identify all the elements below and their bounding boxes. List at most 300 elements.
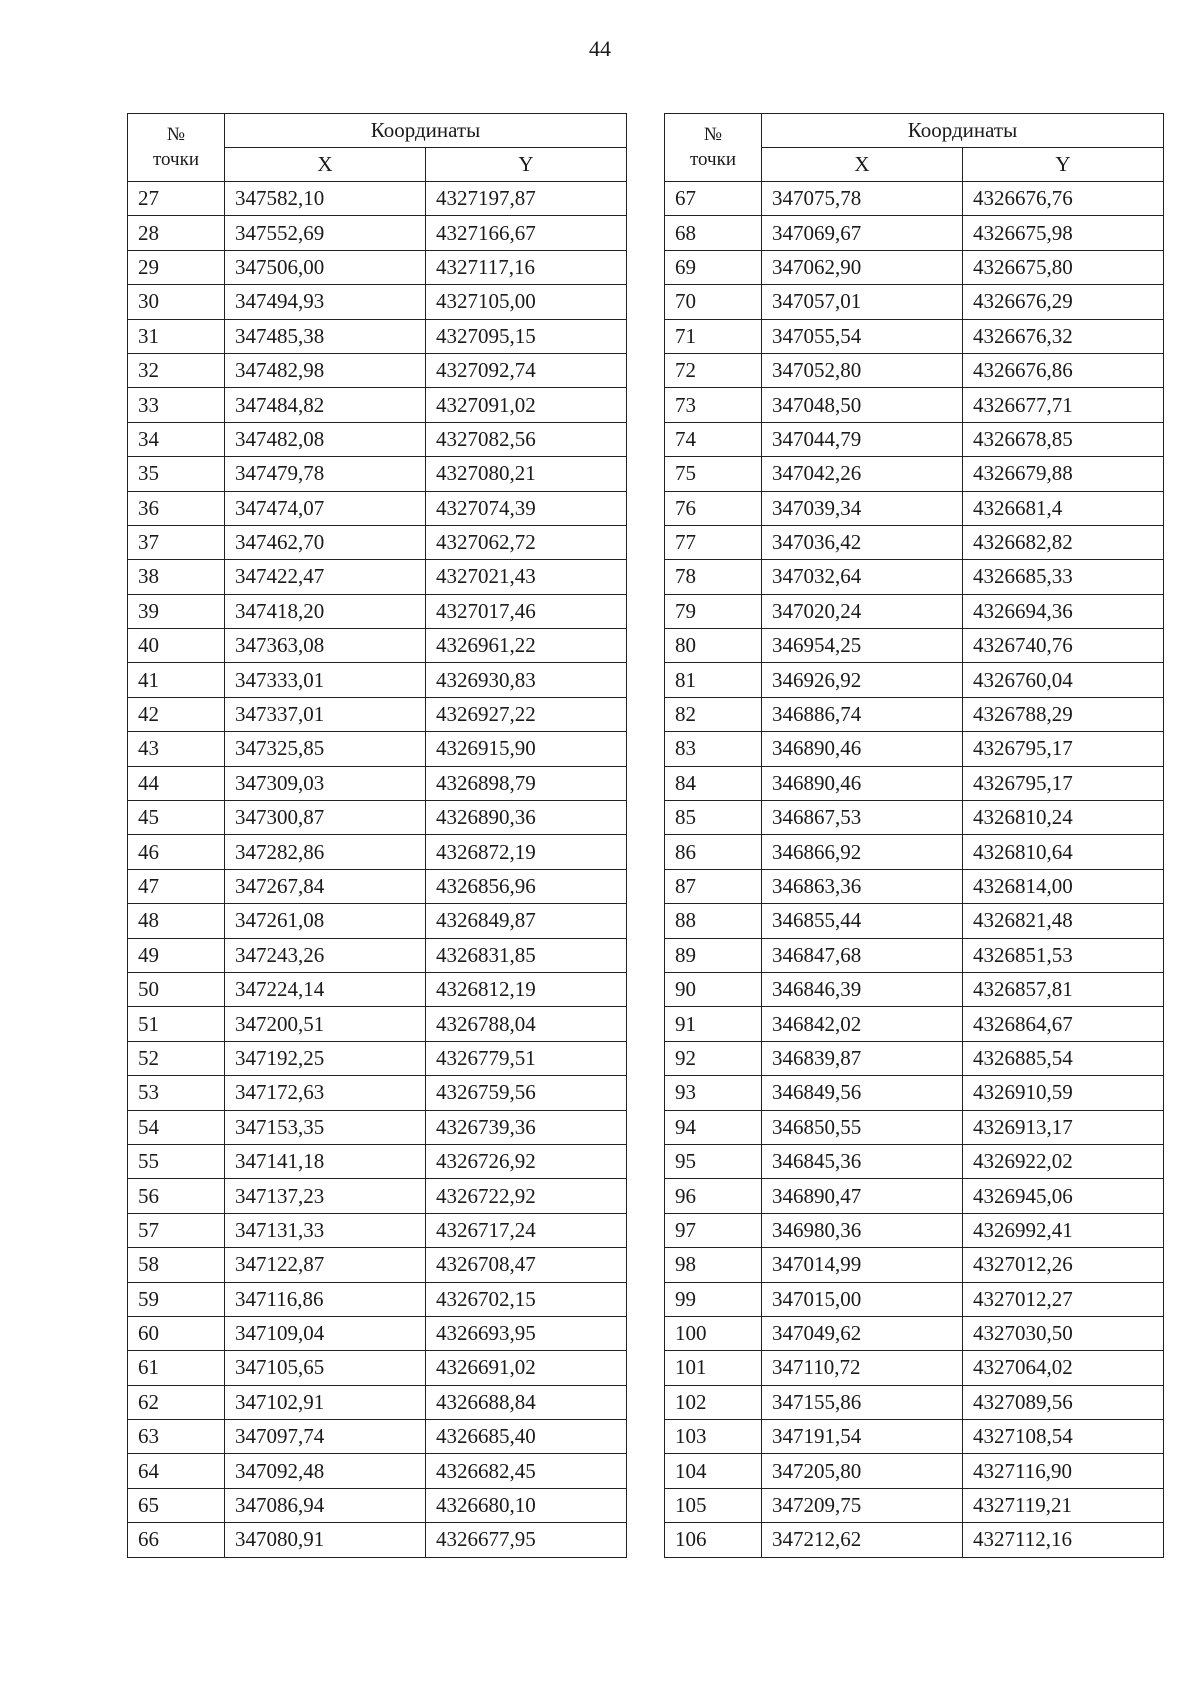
point-number-cell: 53 xyxy=(128,1076,225,1110)
y-column-header: Y xyxy=(963,148,1164,182)
point-number-cell: 42 xyxy=(128,697,225,731)
x-coordinate-cell: 347048,50 xyxy=(762,388,963,422)
y-coordinate-cell: 4326681,4 xyxy=(963,491,1164,525)
x-coordinate-cell: 346863,36 xyxy=(762,869,963,903)
point-number-cell: 28 xyxy=(128,216,225,250)
point-number-cell: 93 xyxy=(665,1076,762,1110)
table-row xyxy=(665,869,1164,903)
table-row xyxy=(665,1007,1164,1041)
x-coordinate-cell: 347109,04 xyxy=(225,1316,426,1350)
point-number-cell: 71 xyxy=(665,319,762,353)
point-number-cell: 66 xyxy=(128,1523,225,1557)
y-coordinate-cell: 4326676,76 xyxy=(963,182,1164,216)
point-number-label: точки xyxy=(689,148,736,170)
table-row xyxy=(665,904,1164,938)
point-number-cell: 60 xyxy=(128,1316,225,1350)
y-coordinate-cell: 4327062,72 xyxy=(426,525,627,559)
y-coordinate-cell: 4326685,40 xyxy=(426,1420,627,1454)
point-number-cell: 67 xyxy=(665,182,762,216)
x-coordinate-cell: 347191,54 xyxy=(762,1420,963,1454)
x-coordinate-cell: 347482,08 xyxy=(225,422,426,456)
point-number-cell: 99 xyxy=(665,1282,762,1316)
x-coordinate-cell: 347055,54 xyxy=(762,319,963,353)
x-coordinate-cell: 347363,08 xyxy=(225,629,426,663)
x-coordinate-cell: 346890,46 xyxy=(762,732,963,766)
x-coordinate-cell: 347309,03 xyxy=(225,766,426,800)
y-coordinate-cell: 4326930,83 xyxy=(426,663,627,697)
point-number-cell: 103 xyxy=(665,1420,762,1454)
table-row xyxy=(128,1179,627,1213)
x-coordinate-cell: 347224,14 xyxy=(225,972,426,1006)
x-coordinate-cell: 346954,25 xyxy=(762,629,963,663)
table-row xyxy=(665,594,1164,628)
table-row xyxy=(665,1179,1164,1213)
point-number-cell: 63 xyxy=(128,1420,225,1454)
x-coordinate-cell: 347141,18 xyxy=(225,1144,426,1178)
x-coordinate-cell: 347300,87 xyxy=(225,801,426,835)
table-row xyxy=(665,629,1164,663)
point-number-cell: 100 xyxy=(665,1316,762,1350)
point-number-header xyxy=(128,114,225,182)
x-coordinate-cell: 347333,01 xyxy=(225,663,426,697)
table-row xyxy=(128,250,627,284)
y-coordinate-cell: 4326717,24 xyxy=(426,1213,627,1247)
table-row xyxy=(128,732,627,766)
table-row xyxy=(665,1351,1164,1385)
table-row xyxy=(665,182,1164,216)
point-number-cell: 79 xyxy=(665,594,762,628)
x-coordinate-cell: 347075,78 xyxy=(762,182,963,216)
x-coordinate-cell: 347267,84 xyxy=(225,869,426,903)
x-coordinate-cell: 347057,01 xyxy=(762,285,963,319)
y-coordinate-cell: 4327091,02 xyxy=(426,388,627,422)
table-row xyxy=(665,1248,1164,1282)
table-row xyxy=(665,972,1164,1006)
x-coordinate-cell: 347080,91 xyxy=(225,1523,426,1557)
point-number-cell: 61 xyxy=(128,1351,225,1385)
point-number-cell: 81 xyxy=(665,663,762,697)
x-coordinate-cell: 347049,62 xyxy=(762,1316,963,1350)
x-column-header: X xyxy=(225,148,426,182)
y-coordinate-cell: 4326678,85 xyxy=(963,422,1164,456)
table-row xyxy=(665,801,1164,835)
y-coordinate-cell: 4326849,87 xyxy=(426,904,627,938)
table-row xyxy=(128,1454,627,1488)
point-number-cell: 92 xyxy=(665,1041,762,1075)
x-coordinate-cell: 347337,01 xyxy=(225,697,426,731)
table-row xyxy=(128,1110,627,1144)
x-coordinate-cell: 347482,98 xyxy=(225,353,426,387)
x-coordinate-cell: 347418,20 xyxy=(225,594,426,628)
y-coordinate-cell: 4326779,51 xyxy=(426,1041,627,1075)
x-coordinate-cell: 346926,92 xyxy=(762,663,963,697)
x-coordinate-cell: 347062,90 xyxy=(762,250,963,284)
y-coordinate-cell: 4326872,19 xyxy=(426,835,627,869)
point-number-cell: 49 xyxy=(128,938,225,972)
table-row xyxy=(665,697,1164,731)
table-row xyxy=(665,1454,1164,1488)
table-row xyxy=(128,1041,627,1075)
table-row xyxy=(665,491,1164,525)
coordinates-body-right xyxy=(665,182,1164,1558)
y-coordinate-cell: 4326992,41 xyxy=(963,1213,1164,1247)
point-number-cell: 86 xyxy=(665,835,762,869)
table-row xyxy=(128,525,627,559)
x-coordinate-cell: 347039,34 xyxy=(762,491,963,525)
table-row xyxy=(128,697,627,731)
point-number-cell: 34 xyxy=(128,422,225,456)
table-row xyxy=(665,1041,1164,1075)
point-number-cell: 102 xyxy=(665,1385,762,1419)
point-number-cell: 88 xyxy=(665,904,762,938)
point-number-cell: 96 xyxy=(665,1179,762,1213)
point-number-header xyxy=(665,114,762,182)
table-row xyxy=(665,663,1164,697)
table-row xyxy=(665,1316,1164,1350)
y-coordinate-cell: 4326810,64 xyxy=(963,835,1164,869)
y-coordinate-cell: 4326691,02 xyxy=(426,1351,627,1385)
x-coordinate-cell: 347110,72 xyxy=(762,1351,963,1385)
table-row xyxy=(128,835,627,869)
point-number-cell: 94 xyxy=(665,1110,762,1144)
x-coordinate-cell: 346849,56 xyxy=(762,1076,963,1110)
point-number-cell: 83 xyxy=(665,732,762,766)
y-coordinate-cell: 4326682,45 xyxy=(426,1454,627,1488)
y-coordinate-cell: 4326915,90 xyxy=(426,732,627,766)
y-coordinate-cell: 4327112,16 xyxy=(963,1523,1164,1557)
y-coordinate-cell: 4326676,29 xyxy=(963,285,1164,319)
y-coordinate-cell: 4326675,98 xyxy=(963,216,1164,250)
point-number-cell: 59 xyxy=(128,1282,225,1316)
table-row xyxy=(128,1144,627,1178)
y-coordinate-cell: 4327017,46 xyxy=(426,594,627,628)
table-row xyxy=(665,1488,1164,1522)
table-row xyxy=(128,663,627,697)
table-row xyxy=(128,1488,627,1522)
x-coordinate-cell: 347209,75 xyxy=(762,1488,963,1522)
x-coordinate-cell: 347582,10 xyxy=(225,182,426,216)
y-coordinate-cell: 4326693,95 xyxy=(426,1316,627,1350)
point-number-cell: 38 xyxy=(128,560,225,594)
point-number-symbol: № xyxy=(166,123,186,145)
point-number-cell: 30 xyxy=(128,285,225,319)
point-number-cell: 48 xyxy=(128,904,225,938)
point-number-cell: 77 xyxy=(665,525,762,559)
point-number-cell: 35 xyxy=(128,457,225,491)
x-coordinate-cell: 347137,23 xyxy=(225,1179,426,1213)
x-coordinate-cell: 347122,87 xyxy=(225,1248,426,1282)
table-row xyxy=(665,1282,1164,1316)
point-number-cell: 95 xyxy=(665,1144,762,1178)
table-row xyxy=(665,285,1164,319)
point-number-cell: 43 xyxy=(128,732,225,766)
point-number-symbol: № xyxy=(703,123,723,145)
x-coordinate-cell: 347484,82 xyxy=(225,388,426,422)
coordinates-header: Координаты xyxy=(225,114,627,148)
table-row xyxy=(665,1523,1164,1557)
y-coordinate-cell: 4327108,54 xyxy=(963,1420,1164,1454)
table-row xyxy=(128,319,627,353)
table-row xyxy=(665,422,1164,456)
point-number-cell: 47 xyxy=(128,869,225,903)
y-coordinate-cell: 4326795,17 xyxy=(963,766,1164,800)
x-coordinate-cell: 347036,42 xyxy=(762,525,963,559)
x-coordinate-cell: 347422,47 xyxy=(225,560,426,594)
point-number-cell: 97 xyxy=(665,1213,762,1247)
y-coordinate-cell: 4326961,22 xyxy=(426,629,627,663)
y-coordinate-cell: 4326885,54 xyxy=(963,1041,1164,1075)
table-row xyxy=(128,1248,627,1282)
table-row xyxy=(128,457,627,491)
point-number-cell: 84 xyxy=(665,766,762,800)
y-coordinate-cell: 4327074,39 xyxy=(426,491,627,525)
x-coordinate-cell: 347015,00 xyxy=(762,1282,963,1316)
point-number-cell: 51 xyxy=(128,1007,225,1041)
point-number-cell: 46 xyxy=(128,835,225,869)
table-row xyxy=(665,1144,1164,1178)
x-coordinate-cell: 347172,63 xyxy=(225,1076,426,1110)
point-number-cell: 62 xyxy=(128,1385,225,1419)
y-coordinate-cell: 4327117,16 xyxy=(426,250,627,284)
x-coordinate-cell: 347086,94 xyxy=(225,1488,426,1522)
y-coordinate-cell: 4326913,17 xyxy=(963,1110,1164,1144)
y-coordinate-cell: 4326788,04 xyxy=(426,1007,627,1041)
table-row xyxy=(128,1076,627,1110)
x-coordinate-cell: 347200,51 xyxy=(225,1007,426,1041)
table-row xyxy=(128,1420,627,1454)
point-number-cell: 69 xyxy=(665,250,762,284)
x-coordinate-cell: 347494,93 xyxy=(225,285,426,319)
table-row xyxy=(128,594,627,628)
x-coordinate-cell: 347261,08 xyxy=(225,904,426,938)
y-coordinate-cell: 4327119,21 xyxy=(963,1488,1164,1522)
x-coordinate-cell: 346846,39 xyxy=(762,972,963,1006)
y-coordinate-cell: 4326722,92 xyxy=(426,1179,627,1213)
point-number-cell: 68 xyxy=(665,216,762,250)
coordinates-table-right xyxy=(664,113,1164,1558)
table-row xyxy=(128,801,627,835)
x-coordinate-cell: 346850,55 xyxy=(762,1110,963,1144)
x-coordinate-cell: 347462,70 xyxy=(225,525,426,559)
y-coordinate-cell: 4327082,56 xyxy=(426,422,627,456)
x-coordinate-cell: 347205,80 xyxy=(762,1454,963,1488)
x-coordinate-cell: 347020,24 xyxy=(762,594,963,628)
point-number-cell: 104 xyxy=(665,1454,762,1488)
y-coordinate-cell: 4327092,74 xyxy=(426,353,627,387)
y-coordinate-cell: 4326795,17 xyxy=(963,732,1164,766)
point-number-cell: 89 xyxy=(665,938,762,972)
table-row xyxy=(665,353,1164,387)
y-coordinate-cell: 4327166,67 xyxy=(426,216,627,250)
point-number-cell: 56 xyxy=(128,1179,225,1213)
point-number-cell: 78 xyxy=(665,560,762,594)
point-number-cell: 82 xyxy=(665,697,762,731)
y-coordinate-cell: 4326851,53 xyxy=(963,938,1164,972)
x-coordinate-cell: 347212,62 xyxy=(762,1523,963,1557)
point-number-cell: 106 xyxy=(665,1523,762,1557)
x-coordinate-cell: 346855,44 xyxy=(762,904,963,938)
y-coordinate-cell: 4327030,50 xyxy=(963,1316,1164,1350)
y-coordinate-cell: 4327080,21 xyxy=(426,457,627,491)
point-number-cell: 33 xyxy=(128,388,225,422)
y-coordinate-cell: 4326676,86 xyxy=(963,353,1164,387)
x-column-header: X xyxy=(762,148,963,182)
x-coordinate-cell: 347479,78 xyxy=(225,457,426,491)
table-row xyxy=(665,1076,1164,1110)
table-row xyxy=(128,1523,627,1557)
point-number-cell: 75 xyxy=(665,457,762,491)
point-number-cell: 31 xyxy=(128,319,225,353)
table-row xyxy=(665,1420,1164,1454)
x-coordinate-cell: 347052,80 xyxy=(762,353,963,387)
point-number-cell: 76 xyxy=(665,491,762,525)
point-number-cell: 57 xyxy=(128,1213,225,1247)
point-number-cell: 44 xyxy=(128,766,225,800)
point-number-cell: 50 xyxy=(128,972,225,1006)
y-coordinate-cell: 4326910,59 xyxy=(963,1076,1164,1110)
y-coordinate-cell: 4327012,27 xyxy=(963,1282,1164,1316)
table-row xyxy=(665,938,1164,972)
y-coordinate-cell: 4326688,84 xyxy=(426,1385,627,1419)
y-coordinate-cell: 4326810,24 xyxy=(963,801,1164,835)
table-row xyxy=(665,388,1164,422)
y-coordinate-cell: 4326890,36 xyxy=(426,801,627,835)
y-coordinate-cell: 4326857,81 xyxy=(963,972,1164,1006)
point-number-cell: 98 xyxy=(665,1248,762,1282)
y-coordinate-cell: 4326685,33 xyxy=(963,560,1164,594)
point-number-cell: 39 xyxy=(128,594,225,628)
point-number-label: точки xyxy=(152,148,199,170)
x-coordinate-cell: 347032,64 xyxy=(762,560,963,594)
table-row xyxy=(665,525,1164,559)
x-coordinate-cell: 347102,91 xyxy=(225,1385,426,1419)
y-coordinate-cell: 4326831,85 xyxy=(426,938,627,972)
x-coordinate-cell: 347474,07 xyxy=(225,491,426,525)
x-coordinate-cell: 346839,87 xyxy=(762,1041,963,1075)
y-coordinate-cell: 4326675,80 xyxy=(963,250,1164,284)
x-coordinate-cell: 347243,26 xyxy=(225,938,426,972)
table-row xyxy=(128,285,627,319)
coordinates-header: Координаты xyxy=(762,114,1164,148)
table-row xyxy=(665,835,1164,869)
point-number-cell: 91 xyxy=(665,1007,762,1041)
point-number-cell: 41 xyxy=(128,663,225,697)
point-number-cell: 58 xyxy=(128,1248,225,1282)
y-coordinate-cell: 4326740,76 xyxy=(963,629,1164,663)
x-coordinate-cell: 346845,36 xyxy=(762,1144,963,1178)
point-number-cell: 65 xyxy=(128,1488,225,1522)
y-coordinate-cell: 4327012,26 xyxy=(963,1248,1164,1282)
x-coordinate-cell: 347325,85 xyxy=(225,732,426,766)
point-number-cell: 37 xyxy=(128,525,225,559)
y-coordinate-cell: 4326760,04 xyxy=(963,663,1164,697)
x-coordinate-cell: 347282,86 xyxy=(225,835,426,869)
y-coordinate-cell: 4327116,90 xyxy=(963,1454,1164,1488)
point-number-cell: 101 xyxy=(665,1351,762,1385)
x-coordinate-cell: 347044,79 xyxy=(762,422,963,456)
table-row xyxy=(128,766,627,800)
y-coordinate-cell: 4327021,43 xyxy=(426,560,627,594)
point-number-cell: 105 xyxy=(665,1488,762,1522)
y-coordinate-cell: 4326694,36 xyxy=(963,594,1164,628)
point-number-cell: 85 xyxy=(665,801,762,835)
y-coordinate-cell: 4326708,47 xyxy=(426,1248,627,1282)
table-row xyxy=(128,491,627,525)
y-coordinate-cell: 4326726,92 xyxy=(426,1144,627,1178)
table-row xyxy=(128,1282,627,1316)
table-row xyxy=(128,353,627,387)
table-row xyxy=(665,250,1164,284)
point-number-cell: 74 xyxy=(665,422,762,456)
y-coordinate-cell: 4326945,06 xyxy=(963,1179,1164,1213)
point-number-cell: 55 xyxy=(128,1144,225,1178)
y-coordinate-cell: 4326856,96 xyxy=(426,869,627,903)
x-coordinate-cell: 347192,25 xyxy=(225,1041,426,1075)
y-coordinate-cell: 4327105,00 xyxy=(426,285,627,319)
point-number-cell: 54 xyxy=(128,1110,225,1144)
x-coordinate-cell: 347116,86 xyxy=(225,1282,426,1316)
table-row xyxy=(128,216,627,250)
y-coordinate-cell: 4327197,87 xyxy=(426,182,627,216)
y-coordinate-cell: 4326821,48 xyxy=(963,904,1164,938)
table-row xyxy=(665,766,1164,800)
x-coordinate-cell: 347506,00 xyxy=(225,250,426,284)
x-coordinate-cell: 347105,65 xyxy=(225,1351,426,1385)
y-coordinate-cell: 4326922,02 xyxy=(963,1144,1164,1178)
y-coordinate-cell: 4326898,79 xyxy=(426,766,627,800)
y-coordinate-cell: 4326814,00 xyxy=(963,869,1164,903)
x-coordinate-cell: 346886,74 xyxy=(762,697,963,731)
x-coordinate-cell: 347042,26 xyxy=(762,457,963,491)
y-coordinate-cell: 4327064,02 xyxy=(963,1351,1164,1385)
table-row xyxy=(665,1385,1164,1419)
x-coordinate-cell: 347485,38 xyxy=(225,319,426,353)
y-coordinate-cell: 4326676,32 xyxy=(963,319,1164,353)
point-number-cell: 40 xyxy=(128,629,225,663)
point-number-cell: 87 xyxy=(665,869,762,903)
y-coordinate-cell: 4326812,19 xyxy=(426,972,627,1006)
x-coordinate-cell: 346890,46 xyxy=(762,766,963,800)
x-coordinate-cell: 346847,68 xyxy=(762,938,963,972)
table-row xyxy=(665,216,1164,250)
x-coordinate-cell: 347155,86 xyxy=(762,1385,963,1419)
point-number-cell: 70 xyxy=(665,285,762,319)
point-number-cell: 80 xyxy=(665,629,762,663)
table-row xyxy=(128,1316,627,1350)
y-coordinate-cell: 4326788,29 xyxy=(963,697,1164,731)
x-coordinate-cell: 346866,92 xyxy=(762,835,963,869)
y-coordinate-cell: 4326677,71 xyxy=(963,388,1164,422)
x-coordinate-cell: 346867,53 xyxy=(762,801,963,835)
y-coordinate-cell: 4326759,56 xyxy=(426,1076,627,1110)
y-coordinate-cell: 4326677,95 xyxy=(426,1523,627,1557)
table-row xyxy=(128,972,627,1006)
y-coordinate-cell: 4327095,15 xyxy=(426,319,627,353)
table-row xyxy=(128,1351,627,1385)
x-coordinate-cell: 347092,48 xyxy=(225,1454,426,1488)
table-row xyxy=(665,732,1164,766)
table-row xyxy=(665,560,1164,594)
point-number-cell: 29 xyxy=(128,250,225,284)
table-row xyxy=(128,422,627,456)
point-number-cell: 36 xyxy=(128,491,225,525)
table-row xyxy=(665,1213,1164,1247)
table-row xyxy=(128,1385,627,1419)
y-coordinate-cell: 4326702,15 xyxy=(426,1282,627,1316)
table-row xyxy=(665,457,1164,491)
y-coordinate-cell: 4327089,56 xyxy=(963,1385,1164,1419)
y-coordinate-cell: 4326680,10 xyxy=(426,1488,627,1522)
